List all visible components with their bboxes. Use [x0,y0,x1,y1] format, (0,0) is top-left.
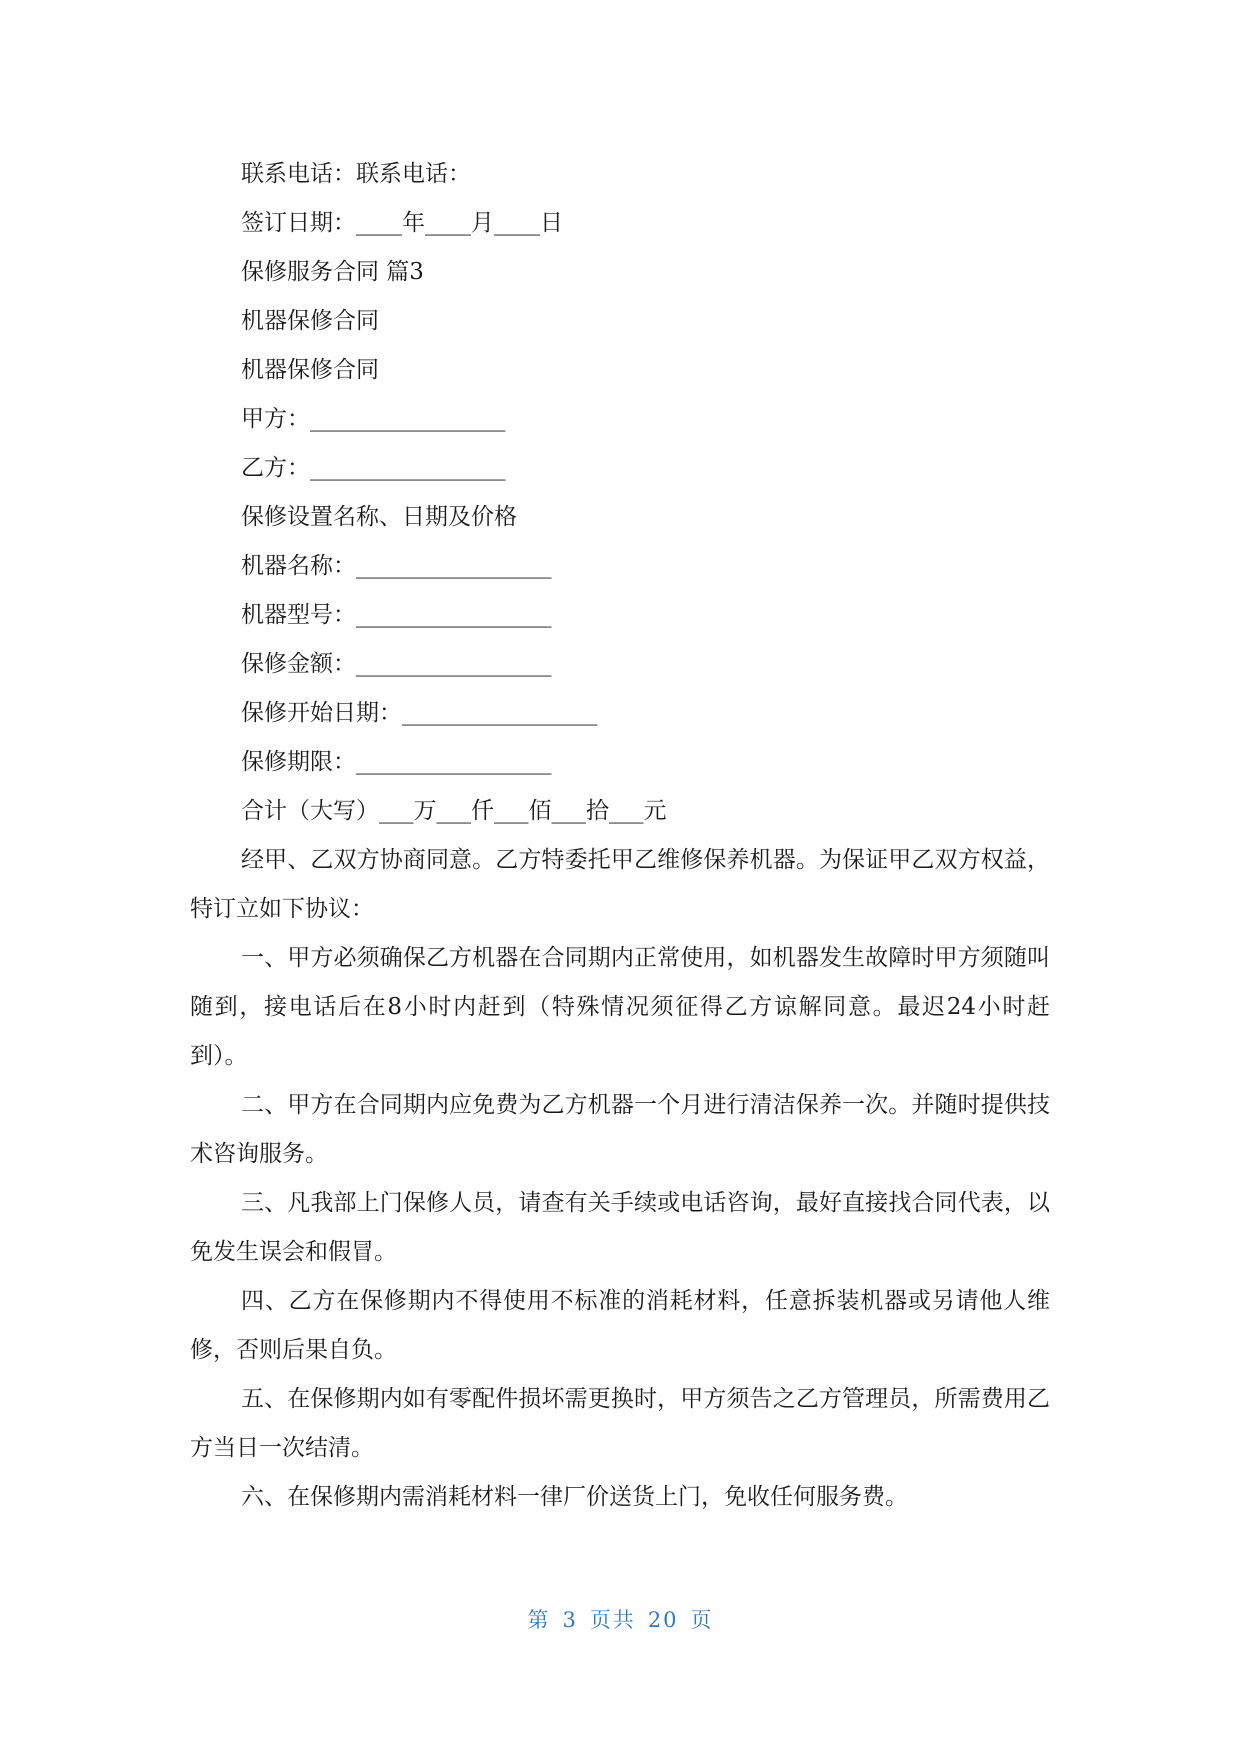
party-a-line: 甲方：_________________ [241,406,506,432]
contract-title: 机器保修合同 [241,308,379,334]
warranty-amount-line: 保修金额：_________________ [241,651,552,677]
warranty-info-heading: 保修设置名称、日期及价格 [241,504,517,530]
footer-middle: 页共 [589,1608,636,1632]
footer-total-pages: 20 [647,1608,679,1632]
contract-title-repeat: 机器保修合同 [241,357,379,383]
clause-1: 一、甲方必须确保乙方机器在合同期内正常使用，如机器发生故障时甲方须随叫随到，接电话后在8小时内赶到（特殊情况须征得乙方谅解同意。最迟24小时赶到）。 [190,945,1050,1069]
warranty-start-date-line: 保修开始日期：_________________ [241,700,598,726]
section-heading: 保修服务合同 篇3 [241,259,424,285]
document-body [190,150,1050,1522]
machine-model-line: 机器型号：_________________ [241,602,552,628]
footer-current-page: 3 [562,1608,578,1632]
total-amount-line: 合计（大写）___万___仟___佰___拾___元 [241,798,667,824]
clause-6: 六、在保修期内需消耗材料一律厂价送货上门，免收任何服务费。 [241,1484,908,1510]
clause-4: 四、乙方在保修期内不得使用不标准的消耗材料，任意拆装机器或另请他人维修，否则后果自负。 [190,1288,1050,1363]
clause-2: 二、甲方在合同期内应免费为乙方机器一个月进行清洁保养一次。并随时提供技术咨询服务。 [190,1092,1050,1167]
machine-name-line: 机器名称：_________________ [241,553,552,579]
warranty-period-line: 保修期限：_________________ [241,749,552,775]
footer-prefix: 第 [527,1608,551,1632]
agreement-intro: 经甲、乙双方协商同意。乙方特委托甲乙维修保养机器。为保证甲乙双方权益，特订立如下协议： [190,847,1050,922]
contact-phone-line: 联系电话：联系电话： [241,161,471,187]
signing-date-line: 签订日期：____年____月____日 [241,210,563,236]
clause-5: 五、在保修期内如有零配件损坏需更换时，甲方须告之乙方管理员，所需费用乙方当日一次结清。 [190,1386,1050,1461]
party-b-line: 乙方：_________________ [241,455,506,481]
footer-suffix: 页 [690,1608,714,1632]
page-number-footer [0,1604,1241,1634]
clause-3: 三、凡我部上门保修人员，请查有关手续或电话咨询，最好直接找合同代表，以免发生误会和假冒。 [190,1190,1050,1265]
